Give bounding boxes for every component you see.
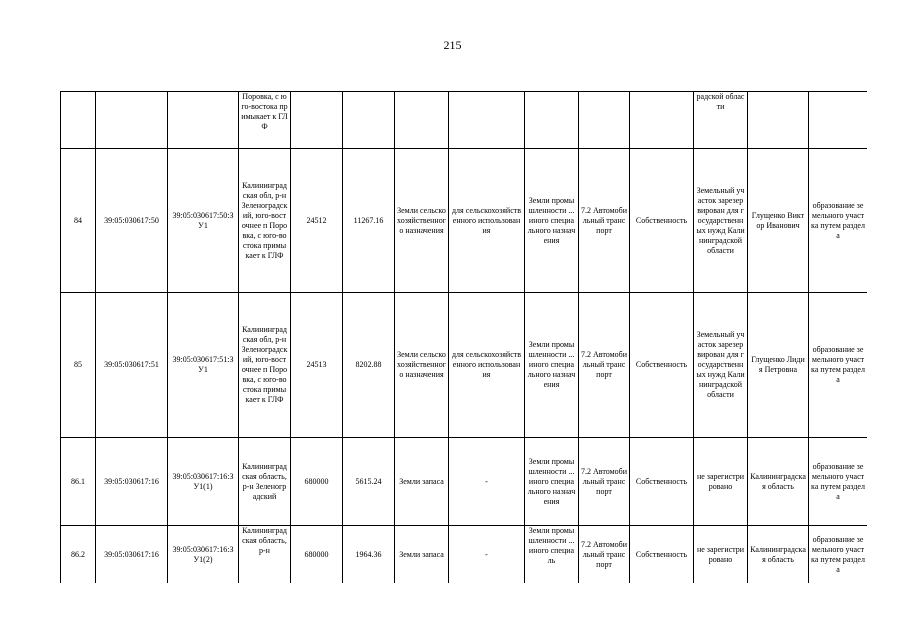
cell-location: Калининградская обл, р-н Зеленоградский, юго-восточнее п Поровка, с юго-востока примыкает к ГЛФ [239, 293, 291, 438]
cell-permitted-use: для сельскохозяйственного использования [449, 293, 525, 438]
cell-note [809, 92, 868, 149]
cell-permitted-use [449, 92, 525, 149]
cell-number: 84 [61, 149, 96, 293]
cell-area-calculated [343, 92, 395, 149]
cell-area-documented: 680000 [291, 526, 343, 584]
cell-new-plot-number: 39:05:030617:51:ЗУ1 [168, 293, 239, 438]
cell-owner: Глущенко Лидия Петровна [748, 293, 809, 438]
cell-new-plot-number: 39:05:030617:50:ЗУ1 [168, 149, 239, 293]
cell-note: образование земельного участка путем раздела [809, 149, 868, 293]
cell-right-type: Собственность [630, 438, 694, 526]
cell-cadastral-number: 39:05:030617:16 [96, 526, 168, 584]
cell-encumbrance: не зарегистрировано [694, 438, 748, 526]
cell-location: Калининградская обл, р-н Зеленоградский, юго-восточнее п Поровка, с юго-востока примыкает к ГЛФ [239, 149, 291, 293]
cell-new-permitted-use: 7.2 Автомобильный транспорт [579, 526, 630, 584]
cell-note: образование земельного участка путем раздела [809, 293, 868, 438]
cell-permitted-use: - [449, 438, 525, 526]
cell-area-documented [291, 92, 343, 149]
cell-encumbrance: не зарегистрировано [694, 526, 748, 584]
cell-area-calculated: 8202.88 [343, 293, 395, 438]
cell-land-category: Земли запаса [395, 438, 449, 526]
cell-new-land-category: Земли промышленности ...иного специального назначения [525, 293, 579, 438]
cell-location: Поровка, с юго-востока примыкает к ГЛФ [239, 92, 291, 149]
table-row [61, 293, 868, 438]
cell-right-type: Собственность [630, 526, 694, 584]
cell-location: Калининградская область, р-н [239, 526, 291, 584]
cell-number [61, 92, 96, 149]
cell-area-calculated: 11267.16 [343, 149, 395, 293]
cell-new-permitted-use: 7.2 Автомобильный транспорт [579, 438, 630, 526]
cell-new-land-category: Земли промышленности ...иного специального назначения [525, 149, 579, 293]
cell-owner: Калининградская область [748, 438, 809, 526]
cell-new-land-category: Земли промышленности ...иного специаль [525, 526, 579, 584]
cell-owner: Калининградская область [748, 526, 809, 584]
cell-new-land-category [525, 92, 579, 149]
cell-right-type: Собственность [630, 149, 694, 293]
cell-area-documented: 680000 [291, 438, 343, 526]
cell-cadastral-number [96, 92, 168, 149]
land-plots-table-wrapper [60, 91, 867, 583]
cell-encumbrance: радской области [694, 92, 748, 149]
cell-right-type [630, 92, 694, 149]
cell-new-land-category: Земли промышленности ...иного специального назначения [525, 438, 579, 526]
cell-land-category: Земли сельскохозяйственного назначения [395, 149, 449, 293]
cell-cadastral-number: 39:05:030617:16 [96, 438, 168, 526]
cell-encumbrance: Земельный участок зарезервирован для государственных нужд Калининградской области [694, 149, 748, 293]
cell-note: образование земельного участка путем раздела [809, 438, 868, 526]
cell-new-permitted-use: 7.2 Автомобильный транспорт [579, 293, 630, 438]
cell-area-calculated: 5615.24 [343, 438, 395, 526]
table-row [61, 438, 868, 526]
land-plots-table [60, 91, 867, 583]
cell-new-permitted-use: 7.2 Автомобильный транспорт [579, 149, 630, 293]
cell-number: 86.2 [61, 526, 96, 584]
cell-owner [748, 92, 809, 149]
cell-land-category [395, 92, 449, 149]
cell-land-category: Земли запаса [395, 526, 449, 584]
table-row [61, 526, 868, 584]
table-row [61, 149, 868, 293]
cell-land-category: Земли сельскохозяйственного назначения [395, 293, 449, 438]
page-number: 215 [443, 38, 462, 52]
cell-cadastral-number: 39:05:030617:51 [96, 293, 168, 438]
cell-number: 85 [61, 293, 96, 438]
cell-number: 86.1 [61, 438, 96, 526]
cell-encumbrance: Земельный участок зарезервирован для государственных нужд Калининградской области [694, 293, 748, 438]
cell-permitted-use: для сельскохозяйственного использования [449, 149, 525, 293]
table-row [61, 92, 868, 149]
cell-area-calculated: 1964.36 [343, 526, 395, 584]
cell-location: Калининградская область, р-н Зеленоградский [239, 438, 291, 526]
cell-right-type: Собственность [630, 293, 694, 438]
cell-cadastral-number: 39:05:030617:50 [96, 149, 168, 293]
cell-permitted-use: - [449, 526, 525, 584]
cell-area-documented: 24512 [291, 149, 343, 293]
cell-new-plot-number: 39:05:030617:16:ЗУ1(1) [168, 438, 239, 526]
cell-area-documented: 24513 [291, 293, 343, 438]
cell-owner: Глущенко Виктор Иванович [748, 149, 809, 293]
cell-new-plot-number [168, 92, 239, 149]
cell-new-plot-number: 39:05:030617:16:ЗУ1(2) [168, 526, 239, 584]
cell-note: образование земельного участка путем раздела [809, 526, 868, 584]
cell-new-permitted-use [579, 92, 630, 149]
